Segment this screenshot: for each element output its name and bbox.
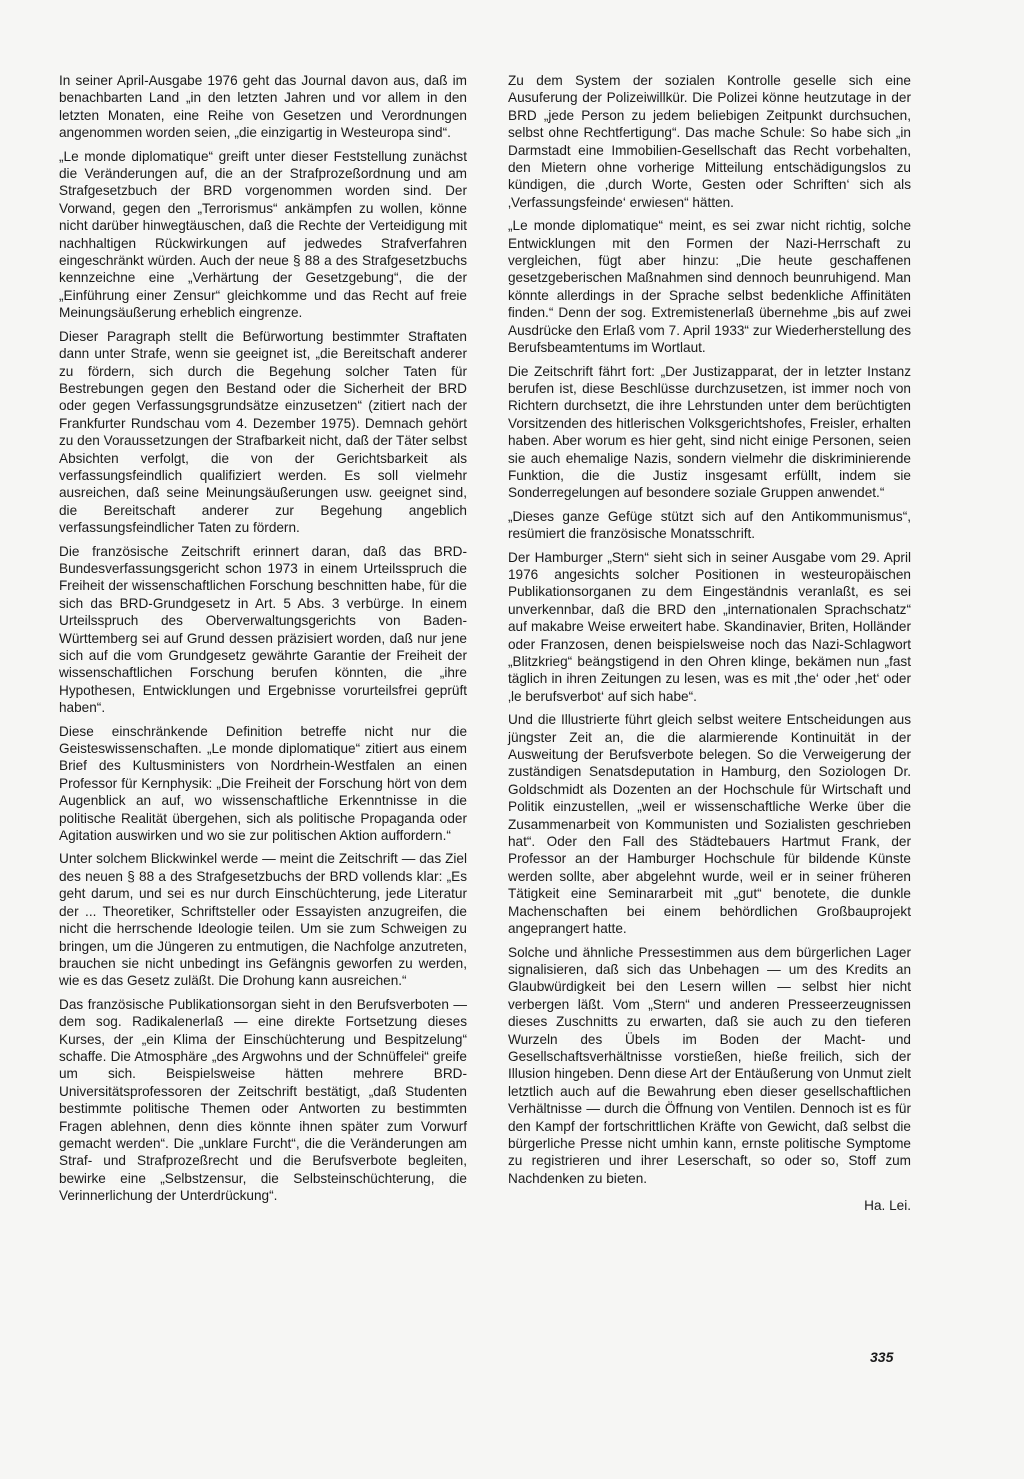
paragraph: Dieser Paragraph stellt die Befürwortung bestimmter Straftaten dann unter Strafe, wenn sie geeignet ist, „die Bereitschaft anderer zu fördern, sich durch die Begehung solcher Taten für Bestrebungen gegen den Bestand oder die Sicherheit der BRD oder gegen Verfassungsgrundsätze einzusetzen“ (zitiert nach der Frankfurter Rundschau vom 4. Dezember 1975). Demnach gehört zu den Voraussetzungen der Strafbarkeit nicht, daß der Täter selbst Absichten verfolgt, die von der Gerichtsbarkeit als verfassungsfeindlich qualifiziert werden. Es soll vielmehr ausreichen, daß seine Meinungsäußerungen usw. geeignet sind, die Bereitschaft anderer zur Begehung angeblich verfassungsfeindlicher Taten zu fördern. bbox=[59, 328, 467, 536]
author-signature: Ha. Lei. bbox=[864, 1198, 911, 1214]
paragraph: „Dieses ganze Gefüge stützt sich auf den Antikommunismus“, resümiert die französische Monatsschrift. bbox=[508, 508, 911, 542]
page-number: 335 bbox=[870, 1349, 894, 1365]
paragraph: Die Zeitschrift fährt fort: „Der Justizapparat, der in letzter Instanz berufen ist, diese Beschlüsse durchzusetzen, ist immer noch von Richtern durchsetzt, die ihre Lehrstunden unter dem berüchtigten Vorsitzenden des hitlerischen Volksgerichtshofes, Freisler, erhalten haben. Aber worum es hier geht, sind nicht einige Personen, seien sie auch ehemalige Nazis, sondern vielmehr die diskriminierende Funktion, die die Justiz insgesamt erfüllt, indem sie Sonderregelungen auf besondere soziale Gruppen anwendet.“ bbox=[508, 363, 911, 501]
paragraph: Die französische Zeitschrift erinnert daran, daß das BRD-Bundesverfassungsgericht schon 1973 in einem Urteilsspruch die Freiheit der wissenschaftlichen Forschung beschnitten habe, für die sich das BRD-Grundgesetz in Art. 5 Abs. 3 verbürge. In einem Urteilsspruch des Oberverwaltungsgerichts von Baden-Württemberg sei auf Grund dessen präzisiert worden, daß nur jene sich auf die vom Grundgesetz gewährte Garantie der Freiheit der wissenschaftlichen Forschung berufen könnten, die „ihre Hypothesen, Entwicklungen und Ergebnisse vorurteilsfrei geprüft haben“. bbox=[59, 543, 467, 716]
paragraph: Solche und ähnliche Pressestimmen aus dem bürgerlichen Lager signalisieren, daß sich das Unbehagen — um des Kredits an Glaubwürdigkeit bei den Lesern willen — selbst hier nicht verbergen läßt. Vom „Stern“ und anderen Presseerzeugnissen dieses Zuschnitts zu erwarten, daß sie auch zu den tieferen Wurzeln des Übels im Boden der Macht- und Gesellschaftsverhältnisse vorstießen, hieße freilich, sich der Illusion hingeben. Denn diese Art der Entäußerung von Unmut zielt letztlich auch auf die Bewahrung eben dieser gesellschaftlichen Verhältnisse — durch die Öffnung von Ventilen. Dennoch ist es für den Kampf der fortschrittlichen Kräfte von Gewicht, daß selbst die bürgerliche Presse nicht umhin kann, ernste politische Symptome zu registrieren und ihrer Leserschaft, so oder so, Stoff zum Nachdenken zu bieten. bbox=[508, 944, 911, 1186]
paragraph: In seiner April-Ausgabe 1976 geht das Journal davon aus, daß im benachbarten Land „in den letzten Jahren und vor allem in den letzten Monaten, eine Reihe von Gesetzen und Verordnungen angenommen worden seien, „die einzigartig in Westeuropa sind“. bbox=[59, 73, 467, 141]
paragraph: „Le monde diplomatique“ greift unter dieser Feststellung zunächst die Veränderungen auf, die an der Strafprozeßordnung und am Strafgesetzbuch der BRD vorgenommen worden sind. Der Vorwand, gegen den „Terrorismus“ ankämpfen zu wollen, könne nicht darüber hinwegtäuschen, daß die Rechte der Verteidigung mit nachhaltigen Rückwirkungen auf jedwedes Strafverfahren eingeschränkt würden. Auch der neue § 88 a des Strafgesetzbuchs kennzeichne eine „Verhärtung der Gesetzgebung“, die der „Einführung einer Zensur“ gleichkomme und das Recht auf freie Meinungsäußerung erheblich eingrenze. bbox=[59, 148, 467, 321]
left-column bbox=[59, 72, 467, 1211]
paragraph: Diese einschränkende Definition betreffe nicht nur die Geisteswissenschaften. „Le monde diplomatique“ zitiert aus einem Brief des Kultusministers von Nordrhein-Westfalen an einen Professor für Kernphysik: „Die Freiheit der Forschung hört von dem Augenblick an auf, wo wissenschaftliche Erkenntnisse in die politische Realität übergehen, sich als politische Propaganda oder Agitation auswirken und wo sie zur politischen Aktion auffordern.“ bbox=[59, 723, 467, 844]
paragraph: „Le monde diplomatique“ meint, es sei zwar nicht richtig, solche Entwicklungen mit den Formen der Nazi-Herrschaft zu vergleichen, fügt aber hinzu: „Die heute geschaffenen gesetzgeberischen Maßnahmen sind dennoch beunruhigend. Man könnte allerdings in der Sprache selbst bedenkliche Affinitäten finden.“ Denn der sog. Extremistenerlaß übernehme „bis auf zwei Ausdrücke den Erlaß vom 7. April 1933“ zur Wiederherstellung des Berufsbeamtentums im Wortlaut. bbox=[508, 218, 911, 356]
paragraph: Der Hamburger „Stern“ sieht sich in seiner Ausgabe vom 29. April 1976 angesichts solcher Positionen in westeuropäischen Publikationsorganen zu dem Eingeständnis veranlaßt, es sei unverkennbar, daß die BRD den „internationalen Sprachschatz“ auf makabre Weise erweitert habe. Skandinavier, Briten, Holländer oder Franzosen, denen beispielsweise noch das Nazi-Schlagwort „Blitzkrieg“ beängstigend in den Ohren klinge, bekämen nun „fast täglich in ihren Zeitungen zu lesen, was es mit ‚the‘ oder ‚het‘ oder ‚le berufsverbot‘ auf sich habe“. bbox=[508, 549, 911, 704]
right-column bbox=[508, 72, 911, 1221]
paragraph: Das französische Publikationsorgan sieht in den Berufsverboten — dem sog. Radikalenerlaß — eine direkte Fortsetzung dieses Kurses, der „ein Klima der Einschüchterung und Bespitzelung“ schaffe. Die Atmosphäre „des Argwohns und der Schnüffelei“ greife um sich. Beispielsweise hätten mehrere BRD-Universitätsprofessoren der Zeitschrift bestätigt, „daß Studenten bestimmte politische Themen oder Antworten zu bestimmten Fragen ablehnen, denn dies könnte ihnen später zum Vorwurf gemacht werden“. Die „unklare Furcht“, die die Veränderungen am Straf- und Strafprozeßrecht und die Berufsverbote begleiten, bewirke eine „Selbstzensur, die Selbsteinschüchterung, die Verinnerlichung der Unterdrückung“. bbox=[59, 996, 467, 1204]
paragraph: Unter solchem Blickwinkel werde — meint die Zeitschrift — das Ziel des neuen § 88 a des Strafgesetzbuchs der BRD vollends klar: „Es geht darum, und sei es nur durch Einschüchterung, jede Literatur der ... Theoretiker, Schriftsteller oder Essayisten anzugreifen, die nicht die herrschende Ideologie teilen. Um sie zum Schweigen zu bringen, um die Jüngeren zu entmutigen, die Nachfolge anzutreten, brauchen sie nicht unbedingt ins Gefängnis geworfen zu werden, wie es das Gesetz zuläßt. Die Drohung kann ausreichen.“ bbox=[59, 851, 467, 989]
paragraph: Zu dem System der sozialen Kontrolle geselle sich eine Ausuferung der Polizeiwillkür. Die Polizei könne heutzutage in der BRD „jede Person zu jedem beliebigen Zeitpunkt durchsuchen, selbst ohne Rechtfertigung“. Das mache Schule: So habe sich „in Darmstadt eine Immobilien-Gesellschaft das Recht vorbehalten, den Mietern ohne vorherige Mitteilung entschädigungslos zu kündigen, die ‚durch Worte, Gesten oder Schriften‘ sich als ‚Verfassungsfeinde‘ erwiesen“ hätten. bbox=[508, 73, 911, 210]
paragraph: Und die Illustrierte führt gleich selbst weitere Entscheidungen aus jüngster Zeit an, die die alarmierende Kontinuität in der Ausweitung der Berufsverbote belegen. So die Verweigerung der zuständigen Senatsdeputation in Hamburg, den Soziologen Dr. Goldschmidt als Dozenten an der Hochschule für Wirtschaft und Politik einzustellen, „weil er wissenschaftliche Werke über die Zusammenarbeit von Kommunisten und Sozialisten geschrieben hat“. Oder den Fall des Städtebauers Hartmut Frank, der Professor an der Hamburger Hochschule für bildende Künste werden sollte, aber abgelehnt wurde, weil er in seiner früheren Tätigkeit eine Seminararbeit mit „gut“ benotete, die dunkle Machenschaften bei einem behördlichen Großbauprojekt angeprangert hatte. bbox=[508, 712, 911, 937]
